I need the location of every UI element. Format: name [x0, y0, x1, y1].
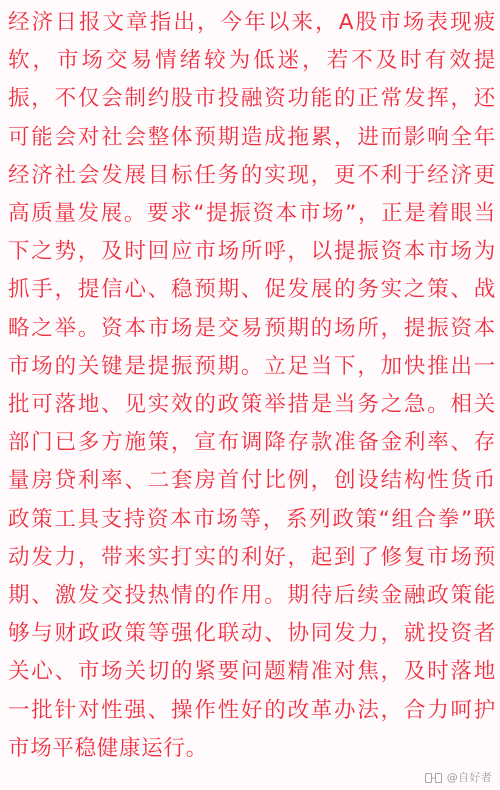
watermark	[425, 771, 492, 785]
watermark-text: @自好者	[446, 771, 492, 784]
article-body-text: 经济日报文章指出，今年以来，A股市场表现疲软，市场交易情绪较为低迷，若不及时有效提振，不仅会制约股市投融资功能的正常发挥，还可能会对社会整体预期造成拖累，进而影响全年经济社会发展目标任务的实现，更不利于经济更高质量发展。要求“提振资本市场”，正是着眼当下之势，及时回应市场所呼，以提振资本市场为抓手，提信心、稳预期、促发展的务实之策、战略之举。资本市场是交易预期的场所，提振资本市场的关键是提振预期。立足当下，加快推出一批可落地、见实效的政策举措是当务之急。相关部门已多方施策，宣布调降存款准备金利率、存量房贷利率、二套房首付比例，创设结构性货币政策工具支持资本市场等，系列政策“组合拳”联动发力，带来实打实的利好，起到了修复市场预期、激发交投热情的作用。期待后续金融政策能够与财政政策等强化联动、协同发力，就投资者关心、市场关切的紧要问题精准对焦，及时落地一批针对性强、操作性好的改革办法，合力呵护市场平稳健康运行。	[8, 10, 496, 761]
watermark-logo-icon	[425, 772, 443, 784]
